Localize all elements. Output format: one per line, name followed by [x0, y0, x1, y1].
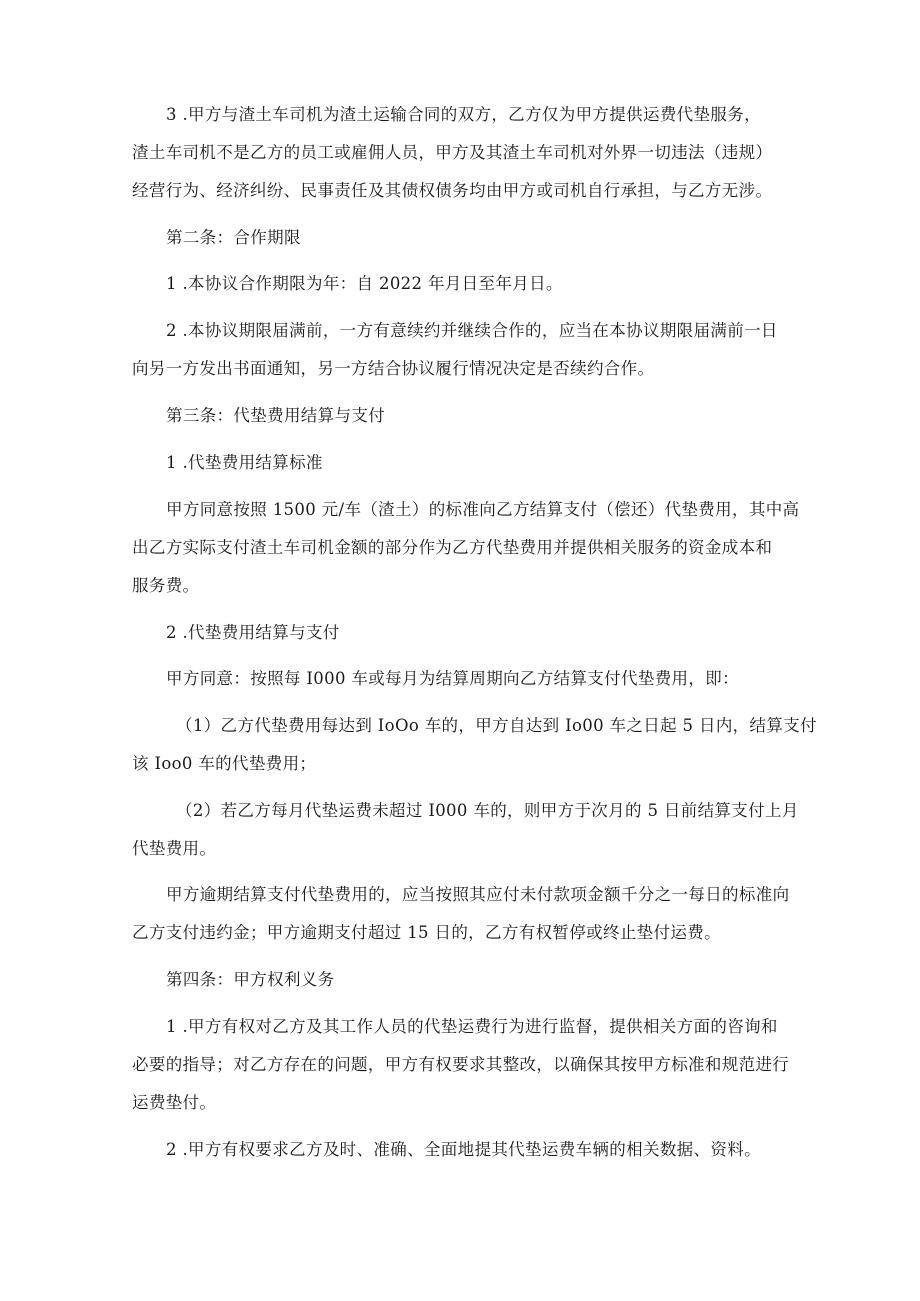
clause-1-3-line-2: 渣土车司机不是乙方的员工或雇佣人员，甲方及其渣土车司机对外界一切违法（违规） [132, 143, 773, 162]
clause-4-1-line-1: 1 .甲方有权对乙方及其工作人员的代垫运费行为进行监督，提供相关方面的咨询和 [166, 1017, 778, 1036]
clause-3-2-item-2-line-1: （2）若乙方每月代垫运费未超过 I000 车的，则甲方于次月的 5 日前结算支付上月 [176, 801, 799, 820]
clause-3-2-item-2-line-2: 代垫费用。 [132, 839, 217, 858]
clause-3-2-heading: 2 .代垫费用结算与支付 [166, 623, 340, 642]
clause-4-1-line-2: 必要的指导；对乙方存在的问题，甲方有权要求其整改，以确保其按甲方标准和规范进行 [132, 1055, 790, 1074]
clause-3-1-line-3: 服务费。 [132, 576, 200, 595]
article-2-heading: 第二条：合作期限 [166, 228, 301, 247]
clause-1-3-line-3: 经营行为、经济纠纷、民事责任及其债权债务均由甲方或司机自行承担，与乙方无涉。 [132, 181, 773, 200]
late-payment-line-2: 乙方支付违约金；甲方逾期支付超过 15 日的，乙方有权暂停或终止垫付运费。 [132, 923, 721, 942]
clause-2-2-line-1: 2 .本协议期限届满前，一方有意续约并继续合作的，应当在本协议期限届满前一日 [166, 321, 778, 340]
clause-1-3-line-1: 3 .甲方与渣土车司机为渣土运输合同的双方，乙方仅为甲方提供运费代垫服务， [166, 105, 761, 124]
article-4-heading: 第四条：甲方权利义务 [166, 970, 335, 989]
clause-3-2-item-1-line-2: 该 Ioo0 车的代垫费用； [132, 754, 317, 773]
article-3-heading: 第三条：代垫费用结算与支付 [166, 406, 386, 425]
clause-3-1-line-1: 甲方同意按照 1500 元/车（渣土）的标准向乙方结算支付（偿还）代垫费用，其中高 [166, 500, 800, 519]
clause-3-2-intro: 甲方同意：按照每 I000 车或每月为结算周期向乙方结算支付代垫费用，即： [166, 669, 739, 688]
clause-3-1-heading: 1 .代垫费用结算标准 [166, 453, 323, 472]
late-payment-line-1: 甲方逾期结算支付代垫费用的，应当按照其应付未付款项金额千分之一每日的标准向 [166, 885, 790, 904]
clause-2-2-line-2: 向另一方发出书面通知，另一方结合协议履行情况决定是否续约合作。 [132, 359, 655, 378]
clause-4-2: 2 .甲方有权要求乙方及时、准确、全面地提其代垫运费车辆的相关数据、资料。 [166, 1140, 761, 1159]
clause-3-1-line-2: 出乙方实际支付渣土车司机金额的部分作为乙方代垫费用并提供相关服务的资金成本和 [132, 538, 773, 557]
clause-2-1: 1 .本协议合作期限为年：自 2022 年月日至年月日。 [166, 274, 563, 293]
clause-3-2-item-1-line-1: （1）乙方代垫费用每达到 IoOo 车的，甲方自达到 Io00 车之日起 5 日内，结算支付 [176, 716, 817, 735]
clause-4-1-line-3: 运费垫付。 [132, 1093, 217, 1112]
